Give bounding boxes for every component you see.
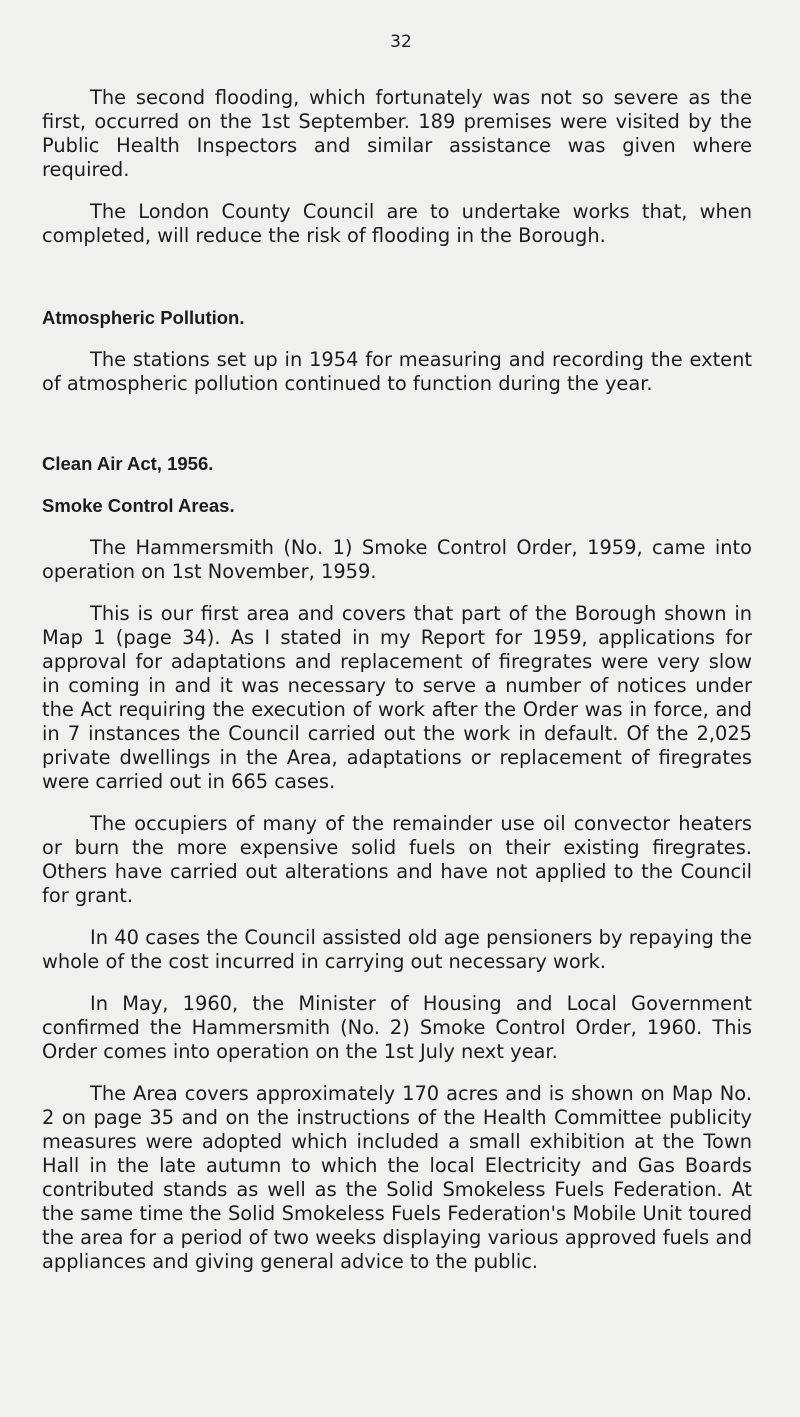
paragraph-smoke-control-order-1960: In May, 1960, the Minister of Housing and Local Government confirmed the Hammersmith (No. 2) Smoke Control Order, 1960. This Order comes into operation on the 1st July next year.	[42, 992, 752, 1063]
paragraph-first-area: This is our first area and covers that part of the Borough shown in Map 1 (page 34). As I stated in my Report for 1959, applications for approval for adaptations and replacement of firegrates were very slow in coming in and it was necessary to serve a number of notices under the Act requiring the execution of work after the Order was in force, and in 7 instances the Council carried out the work in default. Of the 2,025 private dwellings in the Area, adaptations or replacement of firegrates were carried out in 665 cases.	[42, 602, 752, 793]
paragraph-pollution-stations: The stations set up in 1954 for measuring and recording the extent of atmospheric pollution continued to function during the year.	[42, 348, 752, 395]
paragraph-pensioners: In 40 cases the Council assisted old age pensioners by repaying the whole of the cost incurred in carrying out necessary work.	[42, 926, 752, 973]
heading-atmospheric-pollution: Atmospheric Pollution.	[42, 307, 245, 328]
heading-clean-air-act: Clean Air Act, 1956.	[42, 453, 214, 474]
paragraph-area-publicity: The Area covers approximately 170 acres and is shown on Map No. 2 on page 35 and on the instructions of the Health Committee publicity measures were adopted which included a small exhibition at the Town Hall in the late autumn to which the local Electricity and Gas Boards contributed stands as well as the Solid Smokeless Fuels Federation. At the same time the Solid Smokeless Fuels Federation's Mobile Unit toured the area for a period of two weeks displaying various approved fuels and appliances and giving general advice to the public.	[42, 1082, 752, 1273]
paragraph-second-flooding: The second flooding, which fortunately was not so severe as the first, occurred on the 1st September. 189 premises were visited by the Public Health Inspectors and similar assistance was given where required.	[42, 86, 752, 181]
paragraph-occupiers: The occupiers of many of the remainder use oil convector heaters or burn the more expensive solid fuels on their existing firegrates. Others have carried out alterations and have not applied to the Council for grant.	[42, 812, 752, 907]
paragraph-smoke-control-order-1959: The Hammersmith (No. 1) Smoke Control Order, 1959, came into operation on 1st November, 1959.	[42, 536, 752, 583]
paragraph-london-county-council: The London County Council are to undertake works that, when completed, will reduce the risk of flooding in the Borough.	[42, 200, 752, 247]
page-number: 32	[390, 32, 412, 52]
section-spacer	[42, 414, 752, 452]
heading-smoke-control-areas: Smoke Control Areas.	[42, 495, 235, 516]
section-spacer	[42, 266, 752, 306]
